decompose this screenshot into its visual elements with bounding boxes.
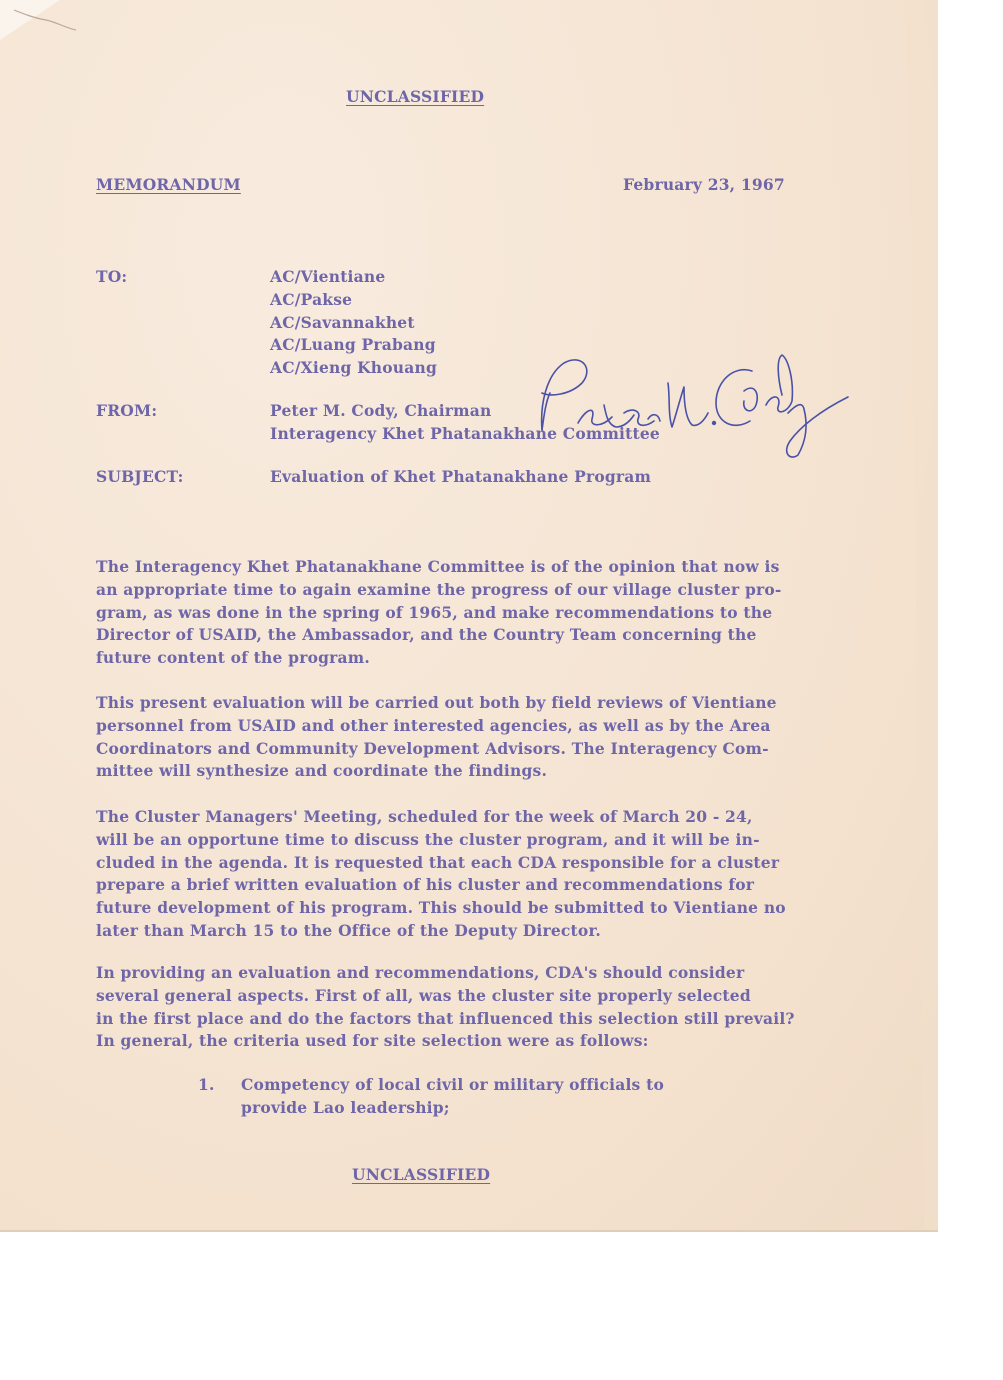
paragraph-4 xyxy=(96,962,795,1053)
to-line: AC/Savannakhet xyxy=(270,312,415,332)
to-line: AC/Vientiane xyxy=(270,267,386,286)
to-line: AC/Luang Prabang xyxy=(270,335,436,355)
memo-label: MEMORANDUM xyxy=(96,175,241,194)
classification-top: UNCLASSIFIED xyxy=(346,87,485,106)
paragraph-1 xyxy=(96,556,782,670)
paragraph-line: will be an opportune time to discuss the cluster program, and it will be in- xyxy=(96,829,760,849)
to-recipients xyxy=(270,266,437,380)
paragraph-line: cluded in the agenda. It is requested that each CDA responsible for a cluster xyxy=(96,852,780,872)
paragraph-line: gram, as was done in the spring of 1965, and make recommendations to the xyxy=(96,602,773,622)
paragraph-line: later than March 15 to the Office of the Deputy Director. xyxy=(96,920,601,940)
paragraph-line: several general aspects. First of all, was the cluster site properly selected xyxy=(96,985,751,1005)
paragraph-line: In providing an evaluation and recommendations, CDA's should consider xyxy=(96,963,745,982)
list-item-line: Competency of local civil or military officials to xyxy=(241,1075,664,1094)
subject-text: Evaluation of Khet Phatanakhane Program xyxy=(270,467,652,486)
paragraph-line: future development of his program. This should be submitted to Vientiane no xyxy=(96,898,786,918)
paragraph-line: in the first place and do the factors that influenced this selection still prevail? xyxy=(96,1008,795,1028)
paragraph-line: In general, the criteria used for site selection were as follows: xyxy=(96,1031,649,1051)
paragraph-line: Director of USAID, the Ambassador, and the Country Team concerning the xyxy=(96,625,757,645)
paragraph-line: prepare a brief written evaluation of his cluster and recommendations for xyxy=(96,875,755,895)
to-line: AC/Xieng Khouang xyxy=(270,358,438,378)
list-item-line: provide Lao leadership; xyxy=(241,1097,450,1117)
handwritten-signature xyxy=(520,335,860,465)
from-line: Interagency Khet Phatanakhane Committee xyxy=(270,423,660,443)
list-item-text xyxy=(241,1074,664,1120)
paragraph-line: The Interagency Khet Phatanakhane Committee is of the opinion that now is xyxy=(96,557,780,576)
paragraph-2 xyxy=(96,692,777,783)
from-line: Peter M. Cody, Chairman xyxy=(270,401,492,420)
paragraph-line: an appropriate time to again examine the progress of our village cluster pro- xyxy=(96,579,782,599)
paragraph-line: mittee will synthesize and coordinate the findings. xyxy=(96,761,548,781)
memo-date: February 23, 1967 xyxy=(623,175,785,194)
list-item-number: 1. xyxy=(198,1075,215,1094)
paragraph-line: This present evaluation will be carried out both by field reviews of Vientiane xyxy=(96,693,777,712)
classification-bottom: UNCLASSIFIED xyxy=(352,1165,491,1184)
paragraph-line: Coordinators and Community Development Advisors. The Interagency Com- xyxy=(96,738,769,758)
from-label: FROM: xyxy=(96,401,158,420)
paragraph-line: future content of the program. xyxy=(96,648,370,668)
paragraph-line: personnel from USAID and other interested agencies, as well as by the Area xyxy=(96,715,771,735)
paragraph-3 xyxy=(96,806,786,943)
subject-label: SUBJECT: xyxy=(96,467,184,486)
to-label: TO: xyxy=(96,267,128,286)
to-line: AC/Pakse xyxy=(270,289,353,309)
paragraph-line: The Cluster Managers' Meeting, scheduled for the week of March 20 - 24, xyxy=(96,807,753,826)
